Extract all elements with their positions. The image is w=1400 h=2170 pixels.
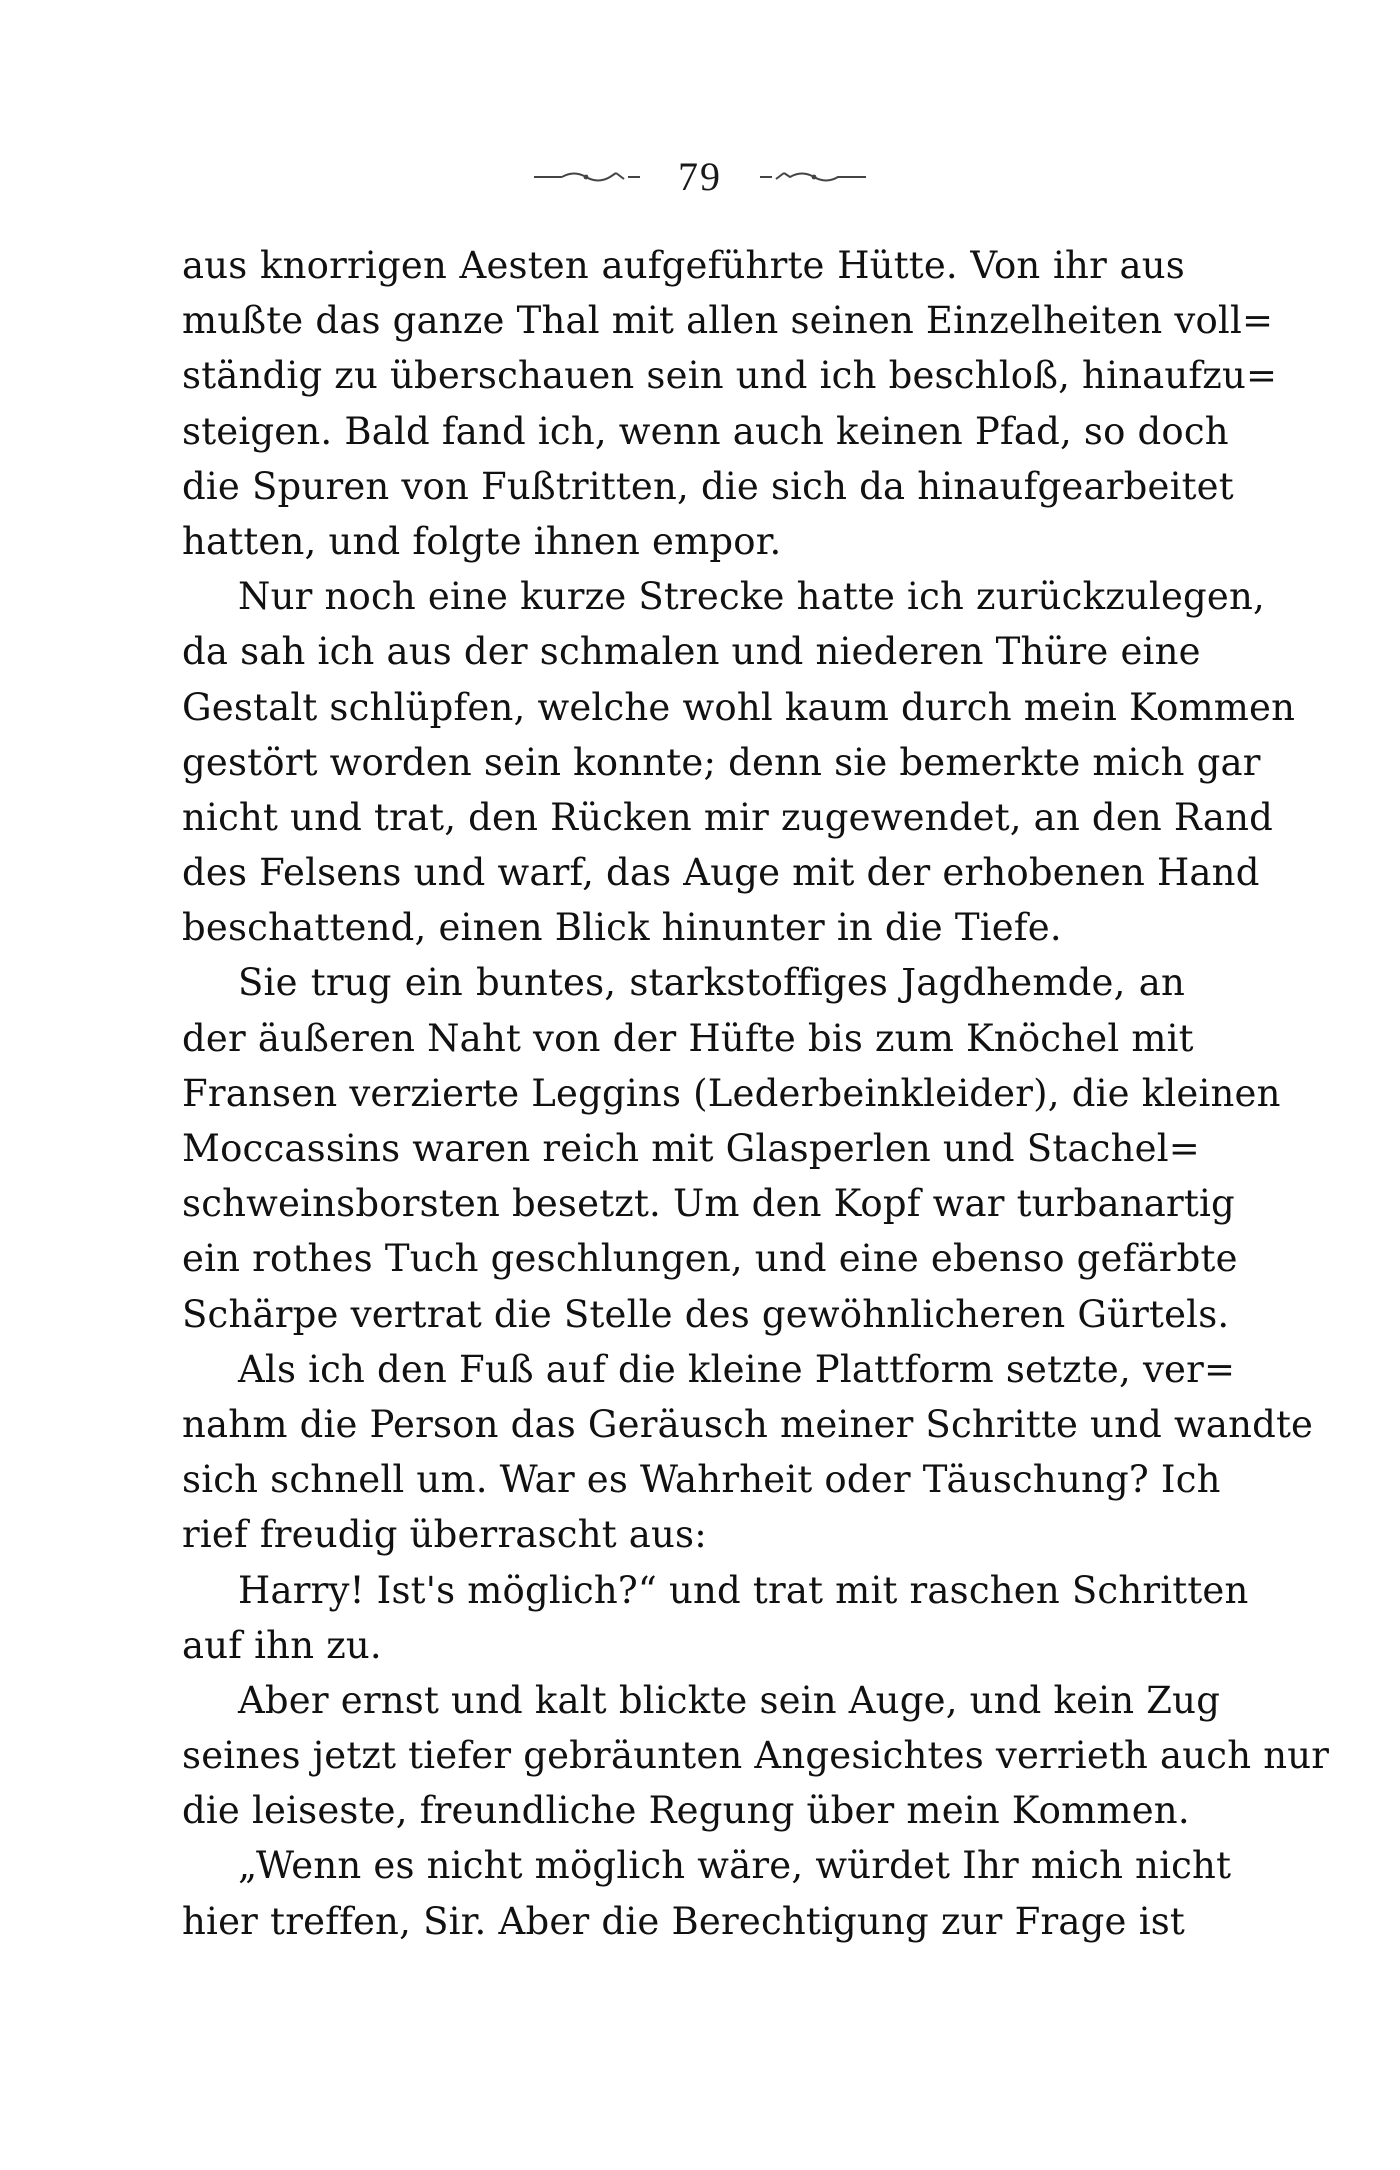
text-line: nahm die Person das Geräusch meiner Schritte und wandte [182, 1402, 1314, 1446]
text-line: die leiseste, freundliche Regung über mein Kommen. [182, 1789, 1190, 1833]
text-line: ein rothes Tuch geschlungen, und eine ebenso gefärbte [182, 1237, 1238, 1281]
text-line: des Felsens und warf, das Auge mit der erhobenen Hand [182, 851, 1260, 895]
text-line: seines jetzt tiefer gebräunten Angesichtes verrieth auch nur [182, 1734, 1330, 1778]
text-line: Fransen verzierte Leggins (Lederbeinkleider), die kleinen [182, 1071, 1281, 1115]
text-line: rief freudig überrascht aus: [182, 1513, 707, 1557]
page-header [0, 148, 1400, 202]
text-line: aus knorrigen Aesten aufgeführte Hütte. Von ihr aus [182, 244, 1185, 287]
text-line: sich schnell um. War es Wahrheit oder Täuschung? Ich [182, 1458, 1221, 1502]
text-line: Moccassins waren reich mit Glasperlen und Stachel= [182, 1127, 1200, 1170]
text-line: beschattend, einen Blick hinunter in die Tiefe. [182, 906, 1062, 950]
text-line: da sah ich aus der schmalen und niederen Thüre eine [182, 630, 1201, 674]
text-line: hier treffen, Sir. Aber die Berechtigung zur Frage ist [182, 1899, 1185, 1943]
text-line: nicht und trat, den Rücken mir zugewendet, an den Rand [182, 795, 1273, 839]
text-line: mußte das ganze Thal mit allen seinen Einzelheiten voll= [182, 299, 1274, 343]
text-line: die Spuren von Fußtritten, die sich da hinaufgearbeitet [182, 464, 1234, 508]
text-line: schweinsborsten besetzt. Um den Kopf war turbanartig [182, 1182, 1235, 1226]
text-line: Als ich den Fuß auf die kleine Plattform setzte, ver= [238, 1347, 1236, 1391]
text-line: Harry! Ist's möglich?“ und trat mit raschen Schritten [238, 1568, 1249, 1612]
text-line: Nur noch eine kurze Strecke hatte ich zurückzulegen, [238, 575, 1266, 619]
text-line: der äußeren Naht von der Hüfte bis zum Knöchel mit [182, 1016, 1194, 1060]
text-line: ständig zu überschauen sein und ich beschloß, hinaufzu= [182, 354, 1278, 398]
text-line: Gestalt schlüpfen, welche wohl kaum durch mein Kommen [182, 685, 1296, 729]
text-line: Schärpe vertrat die Stelle des gewöhnlicheren Gürtels. [182, 1292, 1230, 1336]
text-line: auf ihn zu. [182, 1623, 382, 1667]
left-ornament-icon [532, 167, 642, 187]
page-number: 79 [678, 153, 722, 199]
text-line: hatten, und folgte ihnen empor. [182, 519, 782, 563]
text-line: Aber ernst und kalt blickte sein Auge, und kein Zug [238, 1678, 1221, 1722]
text-line: steigen. Bald fand ich, wenn auch keinen Pfad, so doch [182, 409, 1229, 453]
page-body [182, 238, 1330, 1949]
text-line: Sie trug ein buntes, starkstoffiges Jagdhemde, an [238, 961, 1185, 1005]
text-line: gestört worden sein konnte; denn sie bemerkte mich gar [182, 740, 1261, 784]
text-line: „Wenn es nicht möglich wäre, würdet Ihr mich nicht [238, 1844, 1232, 1888]
right-ornament-icon [758, 167, 868, 187]
